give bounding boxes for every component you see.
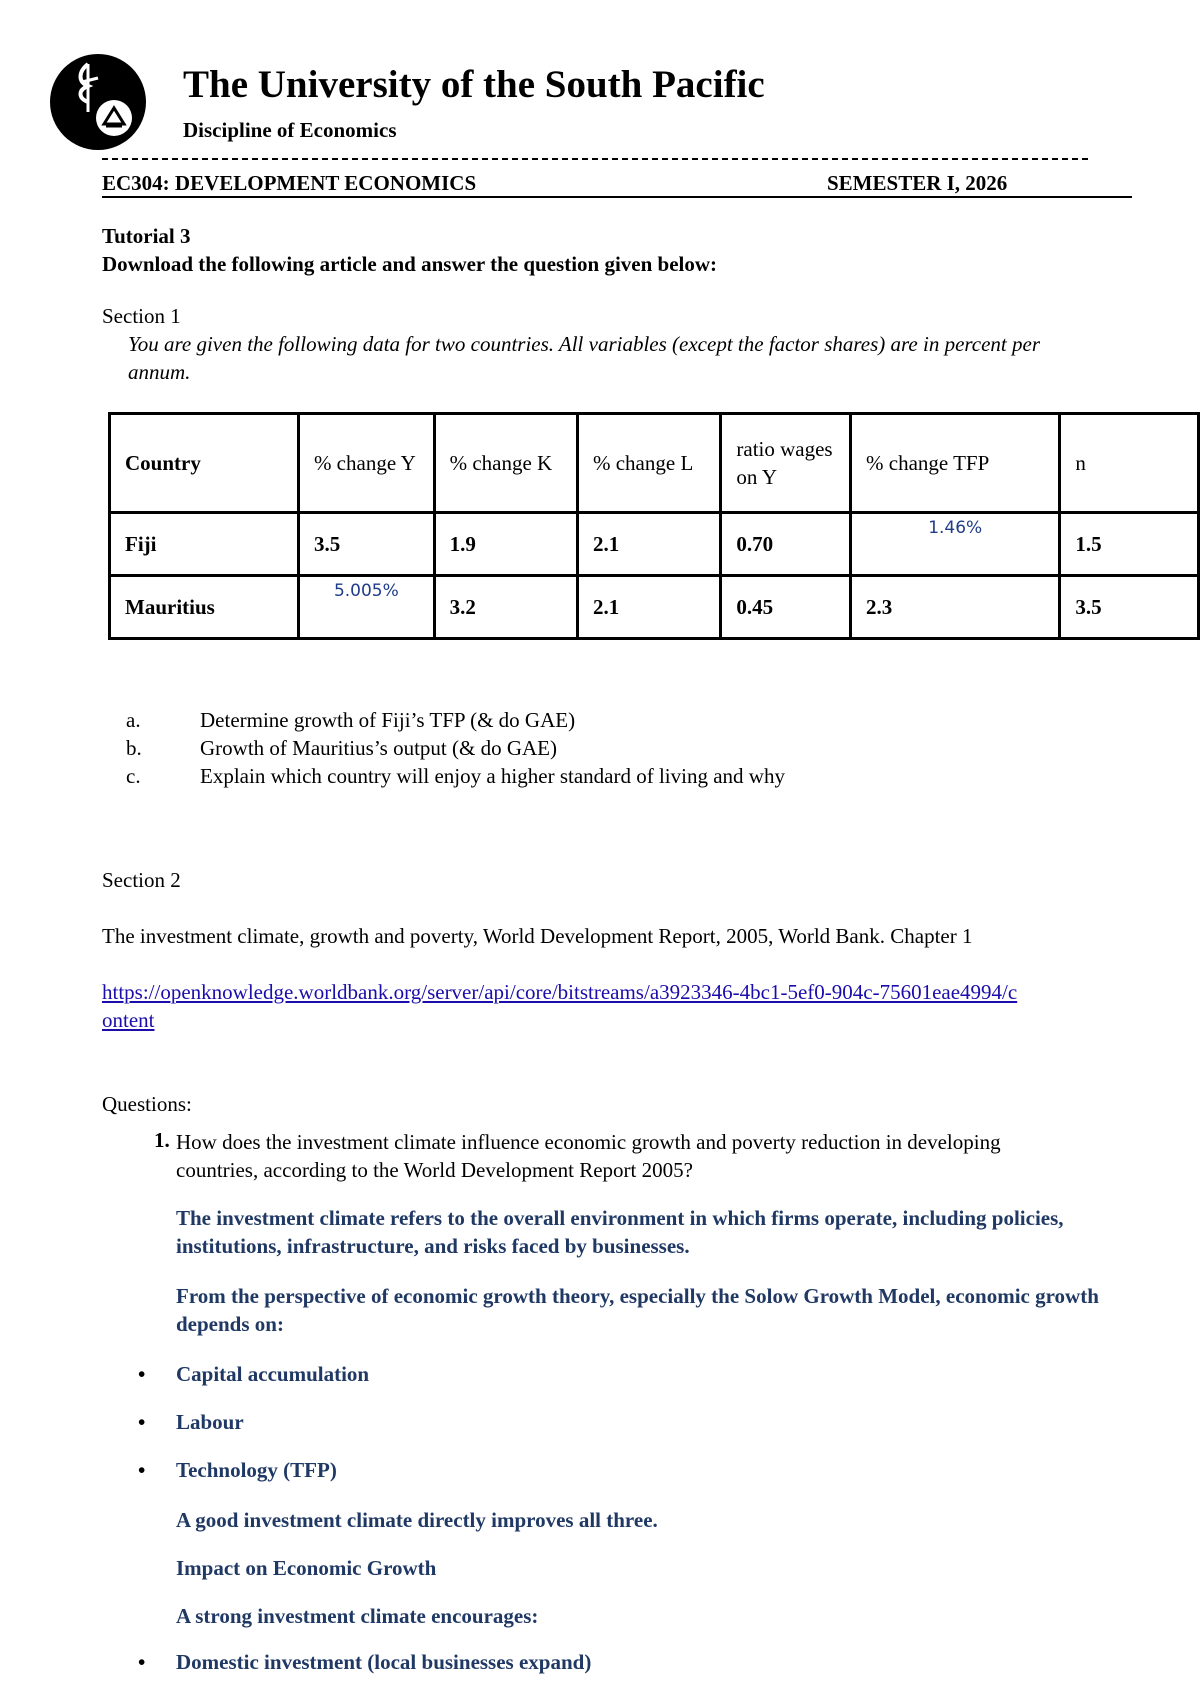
table-cell: 3.5 [298,513,434,576]
questions-label: Questions: [102,1092,192,1116]
table-row-mauritius [110,576,1199,639]
answer-paragraph: A good investment climate directly improves all three. [176,1508,658,1532]
subquestion-text: Explain which country will enjoy a higher standard of living and why [200,764,785,788]
subquestion-letter: b. [126,736,142,760]
bullet-text: Capital accumulation [176,1362,370,1386]
article-reference: The investment climate, growth and poverty, World Development Report, 2005, World Bank. Chapter 1 [102,924,973,948]
table-header-cell: ratio wages on Y [721,414,851,513]
table-row-fiji [110,513,1199,576]
table-header-cell: % change TFP [851,414,1060,513]
answer-paragraph: The investment climate refers to the overall environment in which firms operate, including policies, institutions, infrastructure, and risks faced by businesses. [176,1206,1064,1258]
section-1-description: You are given the following data for two countries. All variables (except the factor shares) are in percent per annum. [128,332,1041,384]
handwritten-annotation: 5.005% [333,581,399,601]
table-cell: 2.1 [577,576,720,639]
table-cell: 2.3 [851,576,1060,639]
answer-bullet [138,1362,370,1387]
semester-label: SEMESTER I, 2026 [827,171,1008,195]
answer-paragraph: A strong investment climate encourages: [176,1604,539,1628]
table-cell: Fiji [110,513,299,576]
table-cell: 0.70 [721,513,851,576]
table-cell: 1.9 [434,513,577,576]
question-1-number: 1. [154,1128,170,1152]
table-cell: 2.1 [577,513,720,576]
subquestion-text: Growth of Mauritius’s output (& do GAE) [200,736,557,760]
growth-data-table [108,412,1200,640]
table-cell: 3.5 [1060,576,1199,639]
bullet-icon: • [138,1410,146,1434]
course-line [102,171,1042,196]
answer-paragraph: From the perspective of economic growth theory, especially the Solow Growth Model, economic growth depends on: [176,1284,1099,1336]
handwritten-annotation: 1.46% [928,518,983,538]
table-header-cell: % change K [434,414,577,513]
table-cell-fiji-tfp [851,513,1060,576]
article-link[interactable]: https://openknowledge.worldbank.org/server/api/core/bitstreams/a3923346-4bc1-5ef0-904c-75601eae4994/content [102,980,1018,1032]
answer-bullet [138,1410,244,1435]
bullet-icon: • [138,1362,146,1386]
answer-bullet [138,1458,337,1483]
university-title: The University of the South Pacific [183,63,765,106]
section-1-label: Section 1 [102,304,181,328]
subquestion-text: Determine growth of Fiji’s TFP (& do GAE) [200,708,576,732]
table-cell-mauritius-y [298,576,434,639]
bullet-text: Labour [176,1410,244,1434]
bullet-text: Technology (TFP) [176,1458,337,1482]
bullet-text: Domestic investment (local businesses expand) [176,1650,592,1674]
subquestion-letter: c. [126,764,141,788]
tutorial-instruction: Download the following article and answer the question given below: [102,252,718,276]
table-cell: 0.45 [721,576,851,639]
table-header-cell: % change L [577,414,720,513]
discipline-label: Discipline of Economics [183,118,397,142]
table-header-cell: Country [110,414,299,513]
tutorial-title: Tutorial 3 [102,224,191,248]
table-header-row [110,414,1199,513]
section-2-label: Section 2 [102,868,181,892]
bullet-icon: • [138,1458,146,1482]
header-solid-divider [102,196,1132,198]
answer-bullet [138,1650,592,1675]
subquestion-letter: a. [126,708,141,732]
answer-subheading: Impact on Economic Growth [176,1556,437,1580]
usp-logo [48,52,148,152]
table-cell: 3.2 [434,576,577,639]
table-cell: Mauritius [110,576,299,639]
table-header-cell: % change Y [298,414,434,513]
table-header-cell: n [1060,414,1199,513]
question-1-text: How does the investment climate influence economic growth and poverty reduction in developing countries, according to the World Development Report 2005? [176,1130,1001,1182]
bullet-icon: • [138,1650,146,1674]
header-dashed-divider [102,158,1088,160]
table-cell: 1.5 [1060,513,1199,576]
course-code: EC304: DEVELOPMENT ECONOMICS [102,171,477,195]
